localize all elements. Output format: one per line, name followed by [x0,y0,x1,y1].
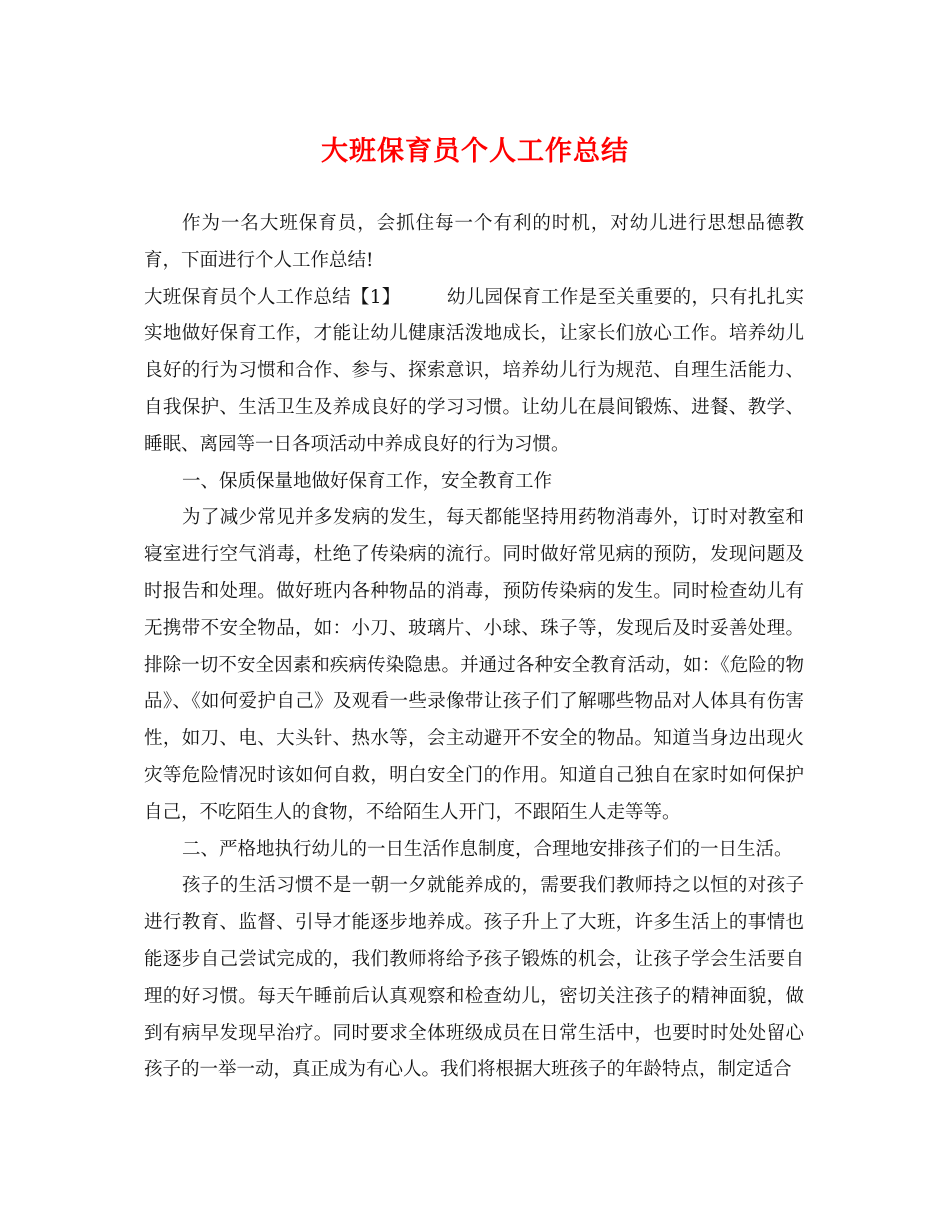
point-2-heading: 二、严格地执行幼儿的一日生活作息制度，合理地安排孩子们的一日生活。 [182,838,793,860]
point-1-paragraph: 为了减少常见并多发病的发生，每天都能坚持用药物消毒外，订时对教室和寝室进行空气消毒，杜绝了传染病的流行。同时做好常见病的预防，发现问题及时报告和处理。做好班内各种物品的消毒，预防传染病的发生。同时检查幼儿有无携带不安全物品，如：小刀、玻璃片、小球、珠子等，发现后及时妥善处理。排除一切不安全因素和疾病传染隐患。并通过各种安全教育活动，如：《危险的物品》、《如何爱护自己》及观看一些录像带让孩子们了解哪些物品对人体具有伤害性，如刀、电、大头针、热水等，会主动避开不安全的物品。知道当身边出现火灾等危险情况时该如何自救，明白安全门的作用。知道自己独自在家时如何保护自己，不吃陌生人的食物，不给陌生人开门，不跟陌生人走等等。 [144,507,804,823]
section-1-heading: 大班保育员个人工作总结【1】 [144,286,401,308]
document-title: 大班保育员个人工作总结 [321,136,629,167]
section-1-text: 幼儿园保育工作是至关重要的，只有扎扎实实地做好保育工作，才能让幼儿健康活泼地成长，让家长们放心工作。培养幼儿良好的行为习惯和合作、参与、探索意识，培养幼儿行为规范、自理生活能力、自我保护、生活卫生及养成良好的学习习惯。让幼儿在晨间锻炼、进餐、教学、睡眠、离园等一日各项活动中养成良好的行为习惯。 [144,286,804,455]
intro-paragraph: 作为一名大班保育员，会抓住每一个有利的时机，对幼儿进行思想品德教育，下面进行个人工作总结! [144,213,804,271]
document-body [144,206,804,1089]
point-2-paragraph: 孩子的生活习惯不是一朝一夕就能养成的，需要我们教师持之以恒的对孩子进行教育、监督、引导才能逐步地养成。孩子升上了大班，许多生活上的事情也能逐步自己尝试完成的，我们教师将给予孩子锻炼的机会，让孩子学会生活要自理的好习惯。每天午睡前后认真观察和检查幼儿，密切关注孩子的精神面貌，做到有病早发现早治疗。同时要求全体班级成员在日常生活中，也要时时处处留心孩子的一举一动，真正成为有心人。我们将根据大班孩子的年龄特点，制定适合 [144,875,804,1081]
section-1-paragraph [144,280,804,464]
point-1-heading: 一、保质保量地做好保育工作，安全教育工作 [182,470,553,492]
